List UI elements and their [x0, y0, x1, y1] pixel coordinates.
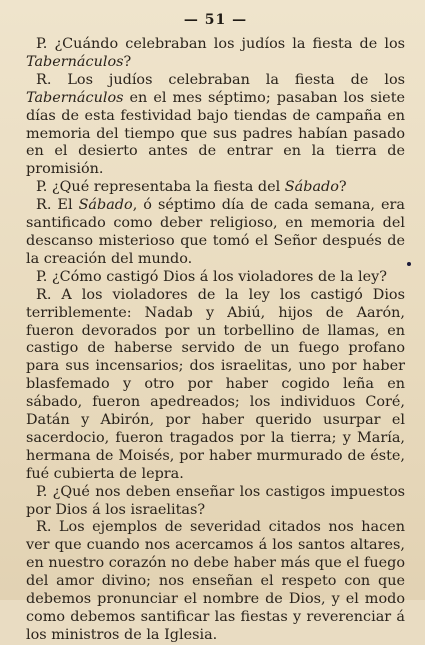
answer-lessons: R. Los ejemplos de severidad citados nos hacen ver que cuando nos acercamos á los santos altares, en nuestro corazón no debe haber más que el fuego del amor divino; nos enseñan el respeto con que debemos pronunciar el nombre de Dios, y el modo como debemos santificar las fiestas y reverenciar á los ministros de la Iglesia. — [26, 519, 405, 643]
answer-sabbath: R. El Sábado, ó séptimo día de cada semana, era santificado como deber religioso, en memoria del descanso misterioso que tomó el Señor después de la creación del mundo. — [26, 197, 405, 267]
question-punishment: P. ¿Cómo castigó Dios á los violadores de la ley? — [36, 268, 388, 285]
page-number: — 51 — — [183, 12, 248, 28]
question-sabbath: P. ¿Qué representaba la fiesta del Sábado? — [36, 179, 347, 196]
question-lessons: P. ¿Qué nos deben enseñar los castigos impuestos por Dios á los israelitas? — [26, 483, 405, 518]
question-tabernacles: P. ¿Cuándo celebraban los judíos la fiesta de los Tabernáculos? — [26, 36, 405, 70]
answer-punishment: R. A los violadores de la ley los castigó Dios terriblemente: Nadab y Abiú, hijos de Aarón, fueron devorados por un torbellino de llamas, en castigo de haberse servido de un fuego profano para sus incensarios; dos israelitas, uno por haber blasfemado y otro por haber cogido leña en sábado, fueron apedreados; los individuos Coré, Datán y Abirón, por haber querido usurpar el sacerdocio, fueron tragados por la tierra; y María, hermana de Moisés, por haber murmurado de éste, fué cubierta de lepra. — [26, 286, 405, 482]
ink-dot-mark — [407, 262, 411, 266]
answer-tabernacles: R. Los judíos celebraban la fiesta de los Tabernáculos en el mes séptimo; pasaban los siete días de esta festividad bajo tiendas de campaña en memoria del tiempo que sus padres habían pasado en el desierto antes de entrar en la tierra de promisión. — [26, 71, 405, 178]
